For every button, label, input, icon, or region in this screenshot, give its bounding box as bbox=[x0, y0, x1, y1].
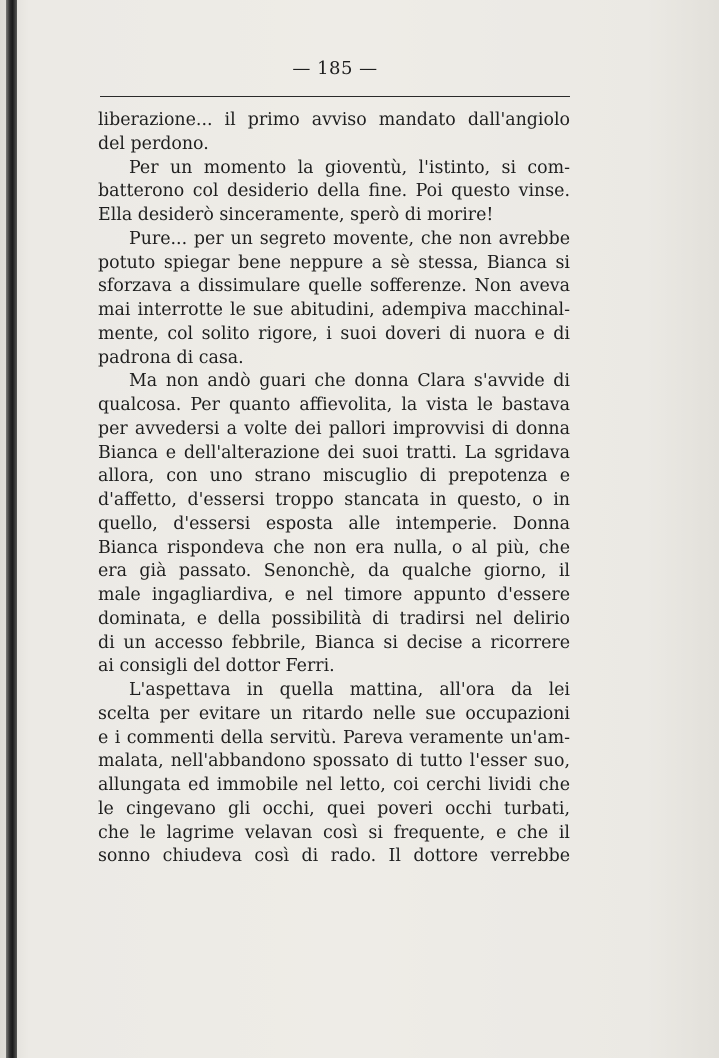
text-line: sonno chiudeva così di rado. Il dottore verrebbe bbox=[98, 846, 570, 867]
text-line: potuto spiegar bene neppure a sè stessa, Bianca si bbox=[98, 252, 570, 273]
text-line: di un accesso febbrile, Bianca si decise a ricorrere bbox=[98, 632, 570, 653]
text-line: d'affetto, d'essersi troppo stancata in questo, o in bbox=[98, 490, 570, 510]
text-line: malata, nell'abbandono spossato di tutto l'esser suo, bbox=[98, 751, 570, 772]
text-line: era già passato. Senonchè, da qualche giorno, il bbox=[98, 561, 570, 582]
text-line: qualcosa. Per quanto affievolita, la vista le bastava bbox=[98, 395, 570, 415]
text-line: L'aspettava in quella mattina, all'ora da lei bbox=[129, 680, 570, 700]
text-line: Bianca e dell'alterazione dei suoi tratti. La sgridava bbox=[98, 442, 570, 463]
text-line: sforzava a dissimulare quelle sofferenze. Non aveva bbox=[98, 276, 570, 297]
text-line: male ingagliardiva, e nel timore appunto d'essere bbox=[98, 585, 570, 605]
text-line: mai interrotte le sue abitudini, adempiva macchinal- bbox=[98, 300, 570, 320]
text-line: quello, d'essersi esposta alle intemperie. Donna bbox=[98, 513, 570, 534]
page-binding-edge bbox=[6, 0, 17, 1058]
text-line: padrona di casa. bbox=[98, 347, 244, 368]
text-line: allora, con uno strano miscuglio di prepotenza e bbox=[98, 466, 570, 487]
header-rule bbox=[100, 96, 570, 97]
text-line: del perdono. bbox=[98, 133, 209, 154]
page-number: — 185 — bbox=[292, 58, 378, 79]
text-line: Ella desiderò sinceramente, sperò di morire! bbox=[98, 205, 494, 225]
text-line: allungata ed immobile nel letto, coi cerchi lividi che bbox=[98, 775, 570, 795]
text-line: ai consigli del dottor Ferri. bbox=[98, 656, 335, 677]
text-line: Per un momento la gioventù, l'istinto, si com- bbox=[129, 157, 570, 178]
text-line: liberazione... il primo avviso mandato dall'angiolo bbox=[98, 110, 570, 130]
text-line: Ma non andò guari che donna Clara s'avvide di bbox=[129, 371, 570, 392]
text-line: che le lagrime velavan così si frequente, e che il bbox=[98, 822, 570, 843]
text-line: batterono col desiderio della fine. Poi questo vinse. bbox=[98, 181, 570, 202]
text-line: dominata, e della possibilità di tradirsi nel delirio bbox=[98, 608, 570, 629]
text-line: mente, col solito rigore, i suoi doveri di nuora e di bbox=[98, 323, 570, 344]
text-line: scelta per evitare un ritardo nelle sue occupazioni bbox=[98, 703, 570, 724]
text-line: le cingevano gli occhi, quei poveri occhi turbati, bbox=[98, 798, 570, 819]
page-header bbox=[100, 58, 570, 79]
body-text bbox=[98, 109, 570, 869]
text-line: Bianca rispondeva che non era nulla, o al più, che bbox=[98, 537, 570, 558]
text-line: Pure... per un segreto movente, che non avrebbe bbox=[129, 228, 570, 249]
text-line: e i commenti della servitù. Pareva veramente un'am- bbox=[98, 727, 570, 748]
text-line: per avvedersi a volte dei pallori improvvisi di donna bbox=[98, 418, 570, 439]
